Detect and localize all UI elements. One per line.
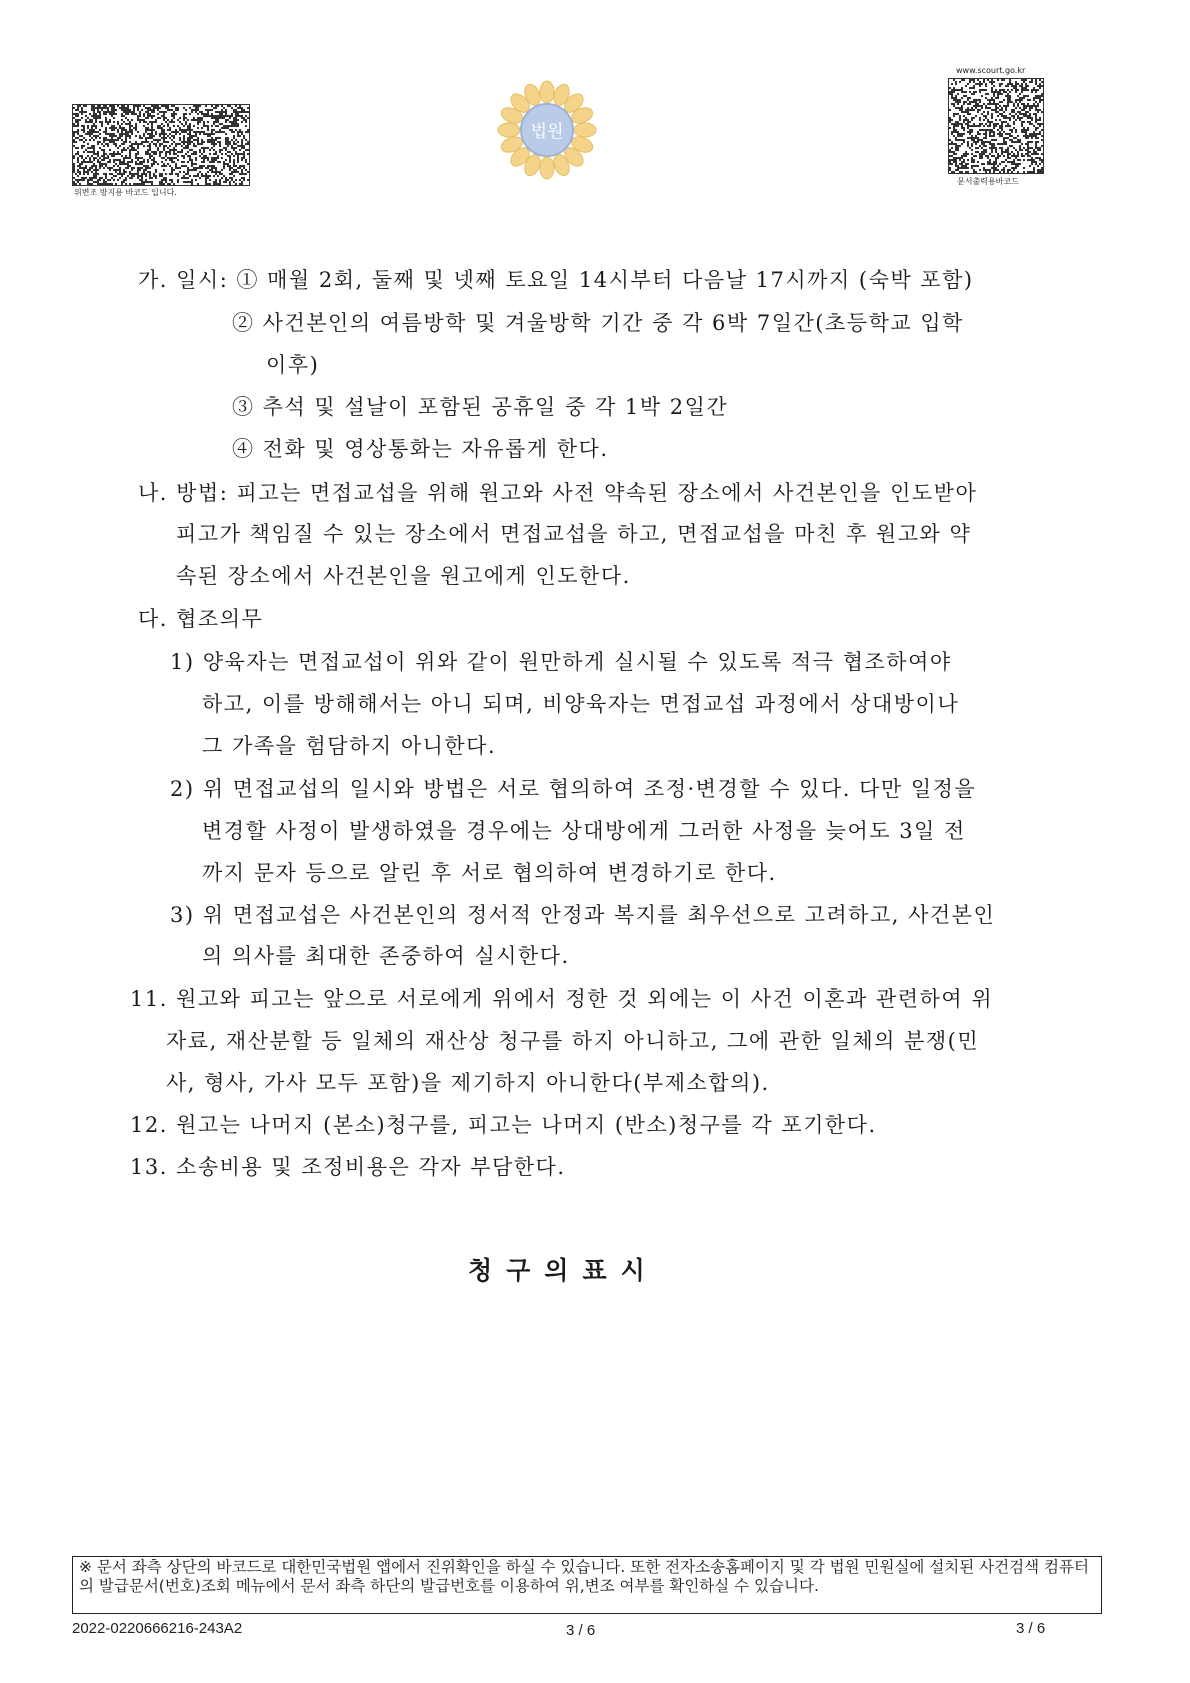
item-da-3-line-2: 의 의사를 최대한 존중하여 실시한다.	[202, 944, 570, 968]
output-barcode	[948, 78, 1044, 174]
qr-pattern	[949, 79, 1043, 173]
item-ga-schedule-line-5: ④ 전화 및 영상통화는 자유롭게 한다.	[232, 437, 609, 461]
item-da-1-line-1: 1) 양육자는 면접교섭이 위와 같이 원만하게 실시될 수 있도록 적극 협조하여야	[170, 650, 952, 674]
emblem-label: 법원	[530, 122, 564, 142]
output-barcode-caption: 문서출력용바코드	[957, 177, 1019, 186]
item-ga-schedule-line-2: ② 사건본인의 여름방학 및 겨울방학 기간 중 각 6박 7일간(초등학교 입학	[232, 311, 964, 335]
item-na-method-line-3: 속된 장소에서 사건본인을 원고에게 인도한다.	[176, 564, 631, 588]
court-website-url: www.scourt.go.kr	[956, 66, 1026, 75]
item-da-cooperation-heading: 다. 협조의무	[138, 607, 264, 631]
item-na-method-line-2: 피고가 책임질 수 있는 장소에서 면접교섭을 하고, 면접교섭을 마친 후 원고와 약	[176, 522, 972, 546]
security-barcode-caption: 위변조 방지용 바코드 입니다.	[74, 188, 177, 197]
page-number-center: 3 / 6	[566, 1622, 596, 1639]
item-da-2-line-3: 까지 문자 등으로 알린 후 서로 협의하여 변경하기로 한다.	[202, 861, 777, 885]
item-da-2-line-2: 변경할 사정이 발생하였을 경우에는 상대방에게 그러한 사정을 늦어도 3일 전	[202, 819, 966, 843]
barcode-pattern	[73, 105, 249, 185]
item-na-method-line-1: 나. 방법: 피고는 면접교섭을 위해 원고와 사전 약속된 장소에서 사건본인을 인도받아	[138, 481, 978, 505]
court-emblem-icon	[494, 80, 600, 180]
item-da-1-line-2: 하고, 이를 방해해서는 아니 되며, 비양육자는 면접교섭 과정에서 상대방이나	[202, 692, 960, 716]
issue-number: 2022-0220666216-243A2	[72, 1620, 243, 1637]
page-number-right: 3 / 6	[1016, 1620, 1046, 1637]
item-11-line-3: 사, 형사, 가사 모두 포함)을 제기하지 아니한다(부제소합의).	[166, 1071, 770, 1095]
item-da-1-line-3: 그 가족을 험담하지 아니한다.	[202, 734, 497, 758]
item-11-line-2: 자료, 재산분할 등 일체의 재산상 청구를 하지 아니하고, 그에 관한 일체의 분쟁(민	[166, 1029, 980, 1053]
verification-notice: ※ 문서 좌측 상단의 바코드로 대한민국법원 앱에서 진위확인을 하실 수 있습니다. 또한 전자소송홈페이지 및 각 법원 민원실에 설치된 사건검색 컴퓨터의 발급문서(번호)조회 메뉴에서 문서 좌측 하단의 발급번호를 이용하여 위,변조 여부를 확인하실 수 있습니다.	[72, 1556, 1102, 1614]
item-12: 12. 원고는 나머지 (본소)청구를, 피고는 나머지 (반소)청구를 각 포기한다.	[130, 1113, 877, 1137]
item-da-3-line-1: 3) 위 면접교섭은 사건본인의 정서적 안정과 복지를 최우선으로 고려하고, 사건본인	[170, 903, 996, 927]
section-title: 청구의표시	[468, 1256, 659, 1285]
item-ga-schedule-line-4: ③ 추석 및 설날이 포함된 공휴일 중 각 1박 2일간	[232, 395, 729, 419]
item-11-line-1: 11. 원고와 피고는 앞으로 서로에게 위에서 정한 것 외에는 이 사건 이혼과 관련하여 위	[130, 987, 994, 1011]
item-da-2-line-1: 2) 위 면접교섭의 일시와 방법은 서로 협의하여 조정·변경할 수 있다. 다만 일정을	[170, 777, 977, 801]
item-13: 13. 소송비용 및 조정비용은 각자 부담한다.	[130, 1155, 566, 1179]
item-ga-schedule-line-1: 가. 일시: ① 매월 2회, 둘째 및 넷째 토요일 14시부터 다음날 17시까지 (숙박 포함)	[138, 268, 974, 292]
security-barcode	[72, 104, 250, 186]
item-ga-schedule-line-3: 이후)	[266, 353, 320, 377]
